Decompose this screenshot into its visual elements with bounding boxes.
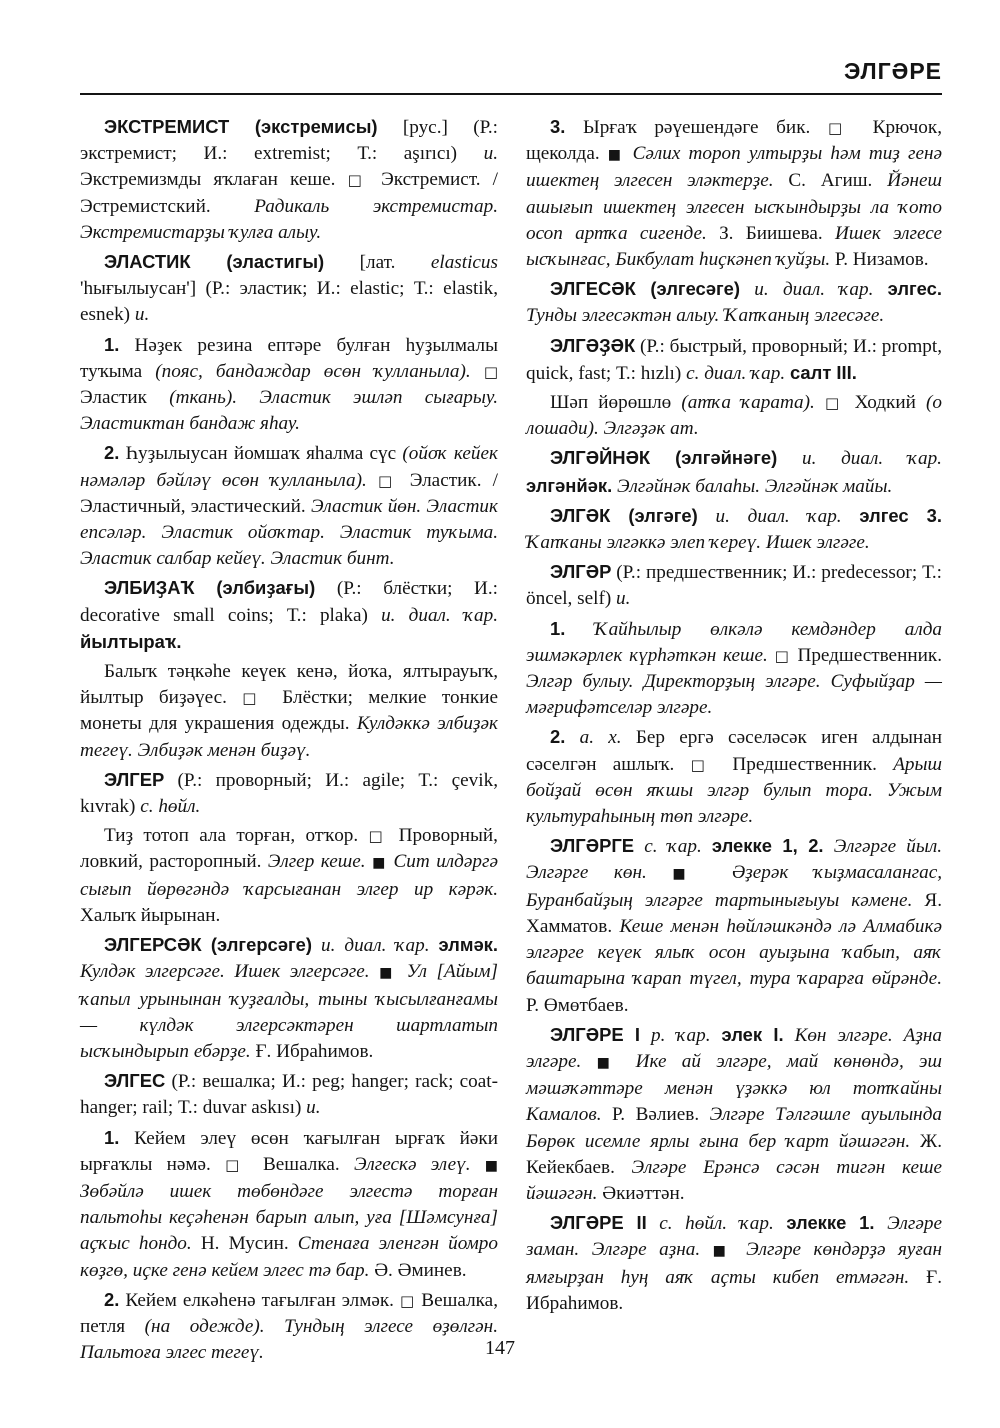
italic-text: Элгәрге йыл. Элгәрге көн. bbox=[526, 836, 943, 884]
italic-text: Ике ай элгәре, май көнөндә, эш мәшәҡәттәре менән үҙәккә юл тотҡайны Камалов. bbox=[526, 1050, 942, 1126]
italic-text: с. диал. ҡар. bbox=[686, 362, 786, 384]
text bbox=[565, 727, 579, 748]
italic-text: Арыш бойҙай өсөн яҡшы элгәр булып тора. Ужым культураһының төп элгәре. bbox=[526, 753, 942, 828]
text bbox=[873, 279, 887, 300]
entry-sense bbox=[526, 616, 942, 722]
dictionary-entry bbox=[526, 833, 942, 1018]
dictionary-entry bbox=[80, 249, 498, 329]
text bbox=[702, 836, 712, 857]
header-rule bbox=[80, 93, 942, 95]
italic-text: с. һөйл. ҡар. bbox=[659, 1213, 774, 1235]
text: 'һығылыусан'] (Р.: эластик; И.: elastic; Т.: elastik, esnek) bbox=[80, 278, 498, 326]
italic-text: Элгәре Тәлгәшле ауылында Бөрөк исемле ярлы ғына бер ҡарт йәшәгән. bbox=[526, 1104, 943, 1152]
italic-text: Элгер кеше. bbox=[267, 851, 366, 873]
entry-sense bbox=[80, 823, 498, 929]
dictionary-entry bbox=[526, 333, 942, 387]
text bbox=[370, 961, 380, 982]
translation-marker-icon: □ bbox=[827, 119, 855, 137]
text: Предшественник. bbox=[716, 753, 894, 775]
dictionary-entry bbox=[526, 1210, 942, 1317]
text: Ж. Кейекбаев. bbox=[526, 1130, 942, 1178]
text bbox=[784, 1025, 795, 1046]
text: Р. Вәлиев. bbox=[601, 1104, 710, 1126]
text: (Р.: вешалка; И.: peg; hanger; rack; coat-hanger; rail; Т.: duvar askısı) bbox=[80, 1071, 498, 1119]
right-column bbox=[526, 114, 942, 1320]
text: Балыҡ тәңкәһе кеүек кенә, йоҡа, ялтырауыҡ, йылтыр биҙәүес. bbox=[80, 661, 498, 709]
text: Я. Хамматов. bbox=[526, 889, 942, 937]
italic-text: и. bbox=[483, 143, 498, 165]
cross-reference: элгәнйәк. bbox=[526, 474, 613, 496]
entry-sense bbox=[526, 390, 942, 442]
example-marker-icon: ■ bbox=[372, 855, 387, 872]
example-marker-icon: ■ bbox=[596, 1054, 621, 1071]
headword: ЭЛГЕР bbox=[104, 768, 165, 790]
text bbox=[634, 836, 644, 857]
dictionary-entry bbox=[80, 1068, 498, 1121]
headword: ЭЛАСТИК (эластигы) bbox=[104, 251, 325, 273]
text bbox=[768, 645, 775, 666]
entry-sense bbox=[80, 1125, 498, 1284]
text: Шәп йөрөшлө bbox=[550, 392, 682, 414]
text: (Р.: блёстки; И.: decorative small coins; Т.: plaka) bbox=[80, 578, 498, 626]
italic-text: Элгескә элеү. bbox=[353, 1153, 471, 1175]
headword: ЭЛГӘЙНӘК (элгәйнәге) bbox=[550, 447, 778, 469]
cross-reference: йылтыраҡ. bbox=[80, 630, 182, 652]
text: [рус.] (Р.: экстремист; И.: extremist; Т.: aşırıcı) bbox=[80, 117, 498, 165]
italic-text: и. диал. ҡар. bbox=[321, 935, 430, 957]
entry-sense bbox=[80, 659, 498, 764]
entry-sense bbox=[526, 724, 942, 830]
text: Блёстки; мелкие тонкие монеты для украшения одежды. bbox=[80, 687, 498, 735]
italic-text: и. bbox=[616, 588, 631, 610]
italic-text: elasticus bbox=[430, 252, 498, 274]
text: Ходкий bbox=[844, 392, 927, 414]
italic-text: Радикаль экстремистар. Экстремистарҙы ҡулға алыу. bbox=[80, 195, 498, 243]
dictionary-entry bbox=[526, 1022, 942, 1207]
text: Тиҙ тотоп ала торған, отҡор. bbox=[104, 825, 369, 847]
text bbox=[740, 279, 754, 300]
italic-text: и. диал. ҡар. bbox=[801, 448, 942, 470]
italic-text: Зөбәйлә ишек төбөндәге элгестә торған пальтоһы кеҫәһенән барып алып, уға [Шәмсунға] аҫҡыс һондо. bbox=[80, 1180, 498, 1255]
italic-text: Сит илдәргә сығып йөрөгәндә ҡарсығанан элгер ир кәрәк. bbox=[80, 851, 498, 900]
left-column bbox=[80, 114, 498, 1369]
text: Ғ. Ибраһимов. bbox=[526, 1266, 942, 1314]
headword: ЭЛГЕС bbox=[104, 1070, 166, 1092]
italic-text: Йәнеш ашығып ишектең элгесен ысҡындырҙы ла ҡото осоп артҡа сигенде. bbox=[526, 170, 942, 244]
sense-number: 2. bbox=[550, 726, 566, 748]
headword: ЭКСТРЕМИСТ (экстремисы) bbox=[104, 116, 378, 137]
dictionary-entry bbox=[526, 276, 942, 329]
entry-sense bbox=[80, 332, 498, 438]
text: З. Биишева. bbox=[706, 222, 835, 244]
italic-text: Кеше менән һөйләшкәндә лә Алмабикә элгәрге кеүек ялыҡ осон ауыҙына ҡабып, аяҡ баштарына ҡарап түгел, тура ҡарарға өйрәнде. bbox=[526, 915, 942, 990]
italic-text: Ишек элгесе ысҡынғас, Бикбулат һиҫкәнеп ҡуйҙы. bbox=[526, 222, 942, 271]
example-marker-icon: ■ bbox=[484, 1157, 498, 1174]
text bbox=[700, 1239, 713, 1260]
sense-number: 2. bbox=[104, 1288, 120, 1310]
cross-reference: элмәк. bbox=[438, 934, 498, 956]
dictionary-entry bbox=[526, 503, 942, 556]
cross-reference: элек I. bbox=[721, 1023, 784, 1045]
dictionary-entry bbox=[80, 932, 498, 1065]
text: Эластик. / Эластичный, эластический. bbox=[80, 469, 498, 517]
italic-text: (на одежде). Тундың элгесе өҙөлгән. Пальтоға элгес тегеү. bbox=[80, 1315, 498, 1364]
italic-text: Стенаға эленгән йомро көҙгө, иҫке генә кейем элгес тә бар. bbox=[80, 1233, 498, 1281]
text bbox=[734, 1239, 747, 1260]
headword: ЭЛГӘР bbox=[550, 561, 612, 583]
page-number: 147 bbox=[485, 1337, 515, 1359]
sense-number: 2. bbox=[104, 442, 120, 464]
headword: ЭЛГӘК (элгәге) bbox=[550, 504, 698, 526]
translation-marker-icon: □ bbox=[690, 755, 717, 774]
headword: ЭЛГӘҘӘК bbox=[550, 334, 636, 356]
italic-text: Көн элгәре. Аҙна элгәре. bbox=[526, 1024, 943, 1072]
text bbox=[471, 1154, 485, 1175]
text: Ә. Әминев. bbox=[369, 1259, 467, 1281]
text bbox=[624, 143, 632, 164]
text: Ырғаҡ рәүешендәге бик. bbox=[565, 117, 828, 138]
cross-reference: элекке 1. bbox=[786, 1212, 875, 1234]
text bbox=[471, 361, 484, 382]
text: Эластик bbox=[80, 387, 170, 409]
italic-text: и. bbox=[134, 304, 150, 326]
italic-text: Әҙерәк ҡыҙмасалангас, Буранбайҙың элгәрге тартынығыуы кәмене. bbox=[526, 862, 943, 911]
italic-text: Сәлих тороп ултырҙы һәм тиҙ генә ишектең элгесен эләктерҙе. bbox=[526, 143, 942, 192]
headword: ЭЛГЕРСӘК (элгерсәге) bbox=[104, 934, 313, 956]
text: Кейем елкәһенә тағылған элмәк. bbox=[119, 1289, 400, 1311]
entry-sense bbox=[526, 114, 942, 273]
dictionary-entry bbox=[526, 559, 942, 612]
text bbox=[842, 506, 860, 527]
headword: ЭЛГӘРГЕ bbox=[550, 835, 635, 857]
translation-marker-icon: □ bbox=[483, 362, 498, 381]
entry-sense bbox=[80, 440, 498, 572]
text: [лат. bbox=[324, 252, 431, 274]
translation-marker-icon: □ bbox=[399, 1291, 416, 1310]
italic-text: Элгәр булыу. Директорҙың элгәре. Суфыйҙар — мәғрифәтселәр элгәре. bbox=[526, 671, 942, 719]
italic-text: р. ҡар. bbox=[651, 1024, 711, 1046]
text: Нәҙек резина ептәре булған һуҙылмалы туҡыма bbox=[80, 334, 498, 382]
text bbox=[367, 470, 378, 491]
italic-text: а. х. bbox=[579, 727, 622, 749]
cross-reference: элгес 3. bbox=[859, 504, 943, 526]
italic-text: с. һөйл. bbox=[140, 796, 201, 818]
text: Экстремист. / Эстремистский. bbox=[80, 169, 498, 217]
sense-number: 1. bbox=[550, 617, 566, 639]
text bbox=[815, 392, 825, 413]
italic-text: Ҡапҡаны элгәккә элеп ҡереү. Ишек элгәге. bbox=[526, 532, 870, 554]
translation-marker-icon: □ bbox=[774, 646, 791, 665]
text: (Р.: проворный; И.: agile; Т.: çevik, kıvrak) bbox=[80, 769, 498, 818]
text: (Р.: предшественник; И.: predecessor; Т.: öncel, self) bbox=[526, 562, 942, 610]
text bbox=[777, 448, 802, 469]
headword: ЭЛБИҘАҠ (элбиҙағы) bbox=[104, 577, 316, 599]
text bbox=[640, 1025, 651, 1046]
italic-text: и. bbox=[306, 1097, 321, 1119]
italic-text: Кулдәк элгерсәге. Ишек элгерсәге. bbox=[80, 961, 370, 983]
italic-text: и. диал. ҡар. bbox=[754, 279, 874, 301]
italic-text: Кулдәккә элбиҙәк тегеү. Элбиҙәк менән биҙәү. bbox=[80, 713, 498, 761]
text bbox=[824, 836, 834, 857]
text bbox=[581, 1051, 596, 1072]
text bbox=[698, 506, 716, 527]
italic-text: (ткань). Эластик эшләп сығарыу. Эластиктан бандаж яһау. bbox=[80, 387, 498, 435]
translation-marker-icon: □ bbox=[225, 1155, 249, 1174]
example-marker-icon: ■ bbox=[379, 965, 398, 982]
example-marker-icon: ■ bbox=[712, 1243, 734, 1260]
italic-text: Эластик йөн. Эластик епсәләр. Эластик ойоҡтар. Эластик туҡыма. Эластик салбар кейеү. Эластик бинт. bbox=[80, 495, 498, 570]
text bbox=[774, 1213, 787, 1234]
italic-text: и. диал. ҡар. bbox=[381, 604, 498, 626]
headword: ЭЛГЕСӘК (элгесәге) bbox=[550, 278, 741, 300]
italic-text: (пояс, бандаждар өсөн ҡулланыла). bbox=[155, 360, 471, 382]
sense-number: 3. bbox=[550, 116, 566, 137]
text: Кейем элеү өсөн ҡағылған ырғаҡ йәки ырғаҡлы нәмә. bbox=[80, 1127, 498, 1175]
text: Һуҙылыусан йомшаҡ яһалма сүс bbox=[119, 443, 403, 465]
cross-reference: элгес. bbox=[887, 278, 943, 300]
text: Н. Мусин. bbox=[191, 1233, 298, 1255]
italic-text: Элгәйнәк балаһы. Элгәйнәк майы. bbox=[617, 475, 893, 497]
headword: ЭЛГӘРЕ I bbox=[550, 1023, 641, 1045]
text bbox=[875, 1213, 888, 1234]
text: Бер ергә сәселәсәк иген алдынан сәселгән ашлыҡ. bbox=[526, 727, 942, 775]
italic-text: Ҡайһылыр өлкәлә кемдәндер алда эшмәкәрлек күрһәткән кеше. bbox=[526, 618, 942, 666]
text: Р. Өмөтбаев. bbox=[526, 994, 629, 1016]
italic-text: Элгәре заман. Элгәре аҙна. bbox=[526, 1213, 943, 1261]
translation-marker-icon: □ bbox=[368, 827, 389, 846]
text: Ғ. Ибраһимов. bbox=[250, 1040, 374, 1062]
text: Экстремизмды яҡлаған кеше. bbox=[80, 169, 348, 191]
italic-text: (о лошади). Элгәҙәк ат. bbox=[526, 392, 942, 440]
text bbox=[397, 961, 407, 982]
cross-reference: элекке 1, 2. bbox=[711, 835, 824, 857]
sense-number: 1. bbox=[104, 1126, 120, 1148]
translation-marker-icon: □ bbox=[347, 171, 370, 190]
text: Предшественник. bbox=[790, 644, 942, 666]
text bbox=[312, 935, 321, 956]
text: (Р.: быстрый, проворный; И.: prompt, quick, fast; Т.: hızlı) bbox=[526, 335, 942, 384]
text: Вешалка, петля bbox=[80, 1289, 498, 1337]
italic-text: Ул [Айым] ҡапыл урынынан ҡуҙғалды, тыны ҡысылғанғамы — күлдәк элгерсәктәрен шартлатып ысҡындырып ебәрҙе. bbox=[80, 961, 499, 1062]
translation-marker-icon: □ bbox=[242, 689, 267, 708]
text bbox=[620, 1051, 635, 1072]
text bbox=[647, 862, 673, 883]
example-marker-icon: ■ bbox=[672, 866, 707, 883]
text: Вешалка. bbox=[248, 1153, 354, 1175]
italic-text: Элгәре көндәрҙә яуған ямғырҙан һуң аяҡ аҫты кибеп етмәгән. bbox=[526, 1239, 943, 1288]
dictionary-entry bbox=[526, 445, 942, 499]
translation-marker-icon: □ bbox=[377, 471, 399, 490]
text: Р. Низамов. bbox=[830, 249, 929, 271]
italic-text: и. диал. ҡар. bbox=[715, 505, 842, 527]
dictionary-entry bbox=[80, 575, 498, 656]
italic-text: Тунды элгесәктән алыу. Ҡапҡаның элгесәге. bbox=[526, 305, 885, 327]
sense-number: 1. bbox=[104, 333, 120, 355]
text bbox=[647, 1213, 660, 1234]
cross-reference: салт III. bbox=[789, 361, 857, 383]
dictionary-entry bbox=[80, 767, 498, 820]
running-head: ЭЛГӘРЕ bbox=[843, 58, 942, 84]
italic-text: с. ҡар. bbox=[644, 836, 702, 858]
italic-text: (атҡа ҡарата). bbox=[681, 392, 815, 414]
text: Халыҡ йырынан. bbox=[80, 904, 221, 926]
italic-text: Элгәре Ерәнсә сәсән тигән кеше йәшәгән. bbox=[526, 1156, 942, 1204]
dictionary-entry bbox=[80, 114, 498, 246]
italic-text: (ойоҡ кейек нәмәләр бәйләү өсөн ҡулланыла). bbox=[80, 443, 498, 491]
text bbox=[711, 1025, 722, 1046]
text: Әкиәттән. bbox=[597, 1182, 685, 1204]
text: Крючок, щеколда. bbox=[526, 117, 942, 165]
text: С. Агиш. bbox=[773, 170, 888, 192]
example-marker-icon: ■ bbox=[607, 147, 625, 164]
translation-marker-icon: □ bbox=[824, 394, 845, 413]
text bbox=[565, 619, 594, 640]
text: Проворный, ловкий, расторопный. bbox=[80, 825, 498, 873]
headword: ЭЛГӘРЕ II bbox=[550, 1212, 647, 1234]
text bbox=[706, 862, 732, 883]
